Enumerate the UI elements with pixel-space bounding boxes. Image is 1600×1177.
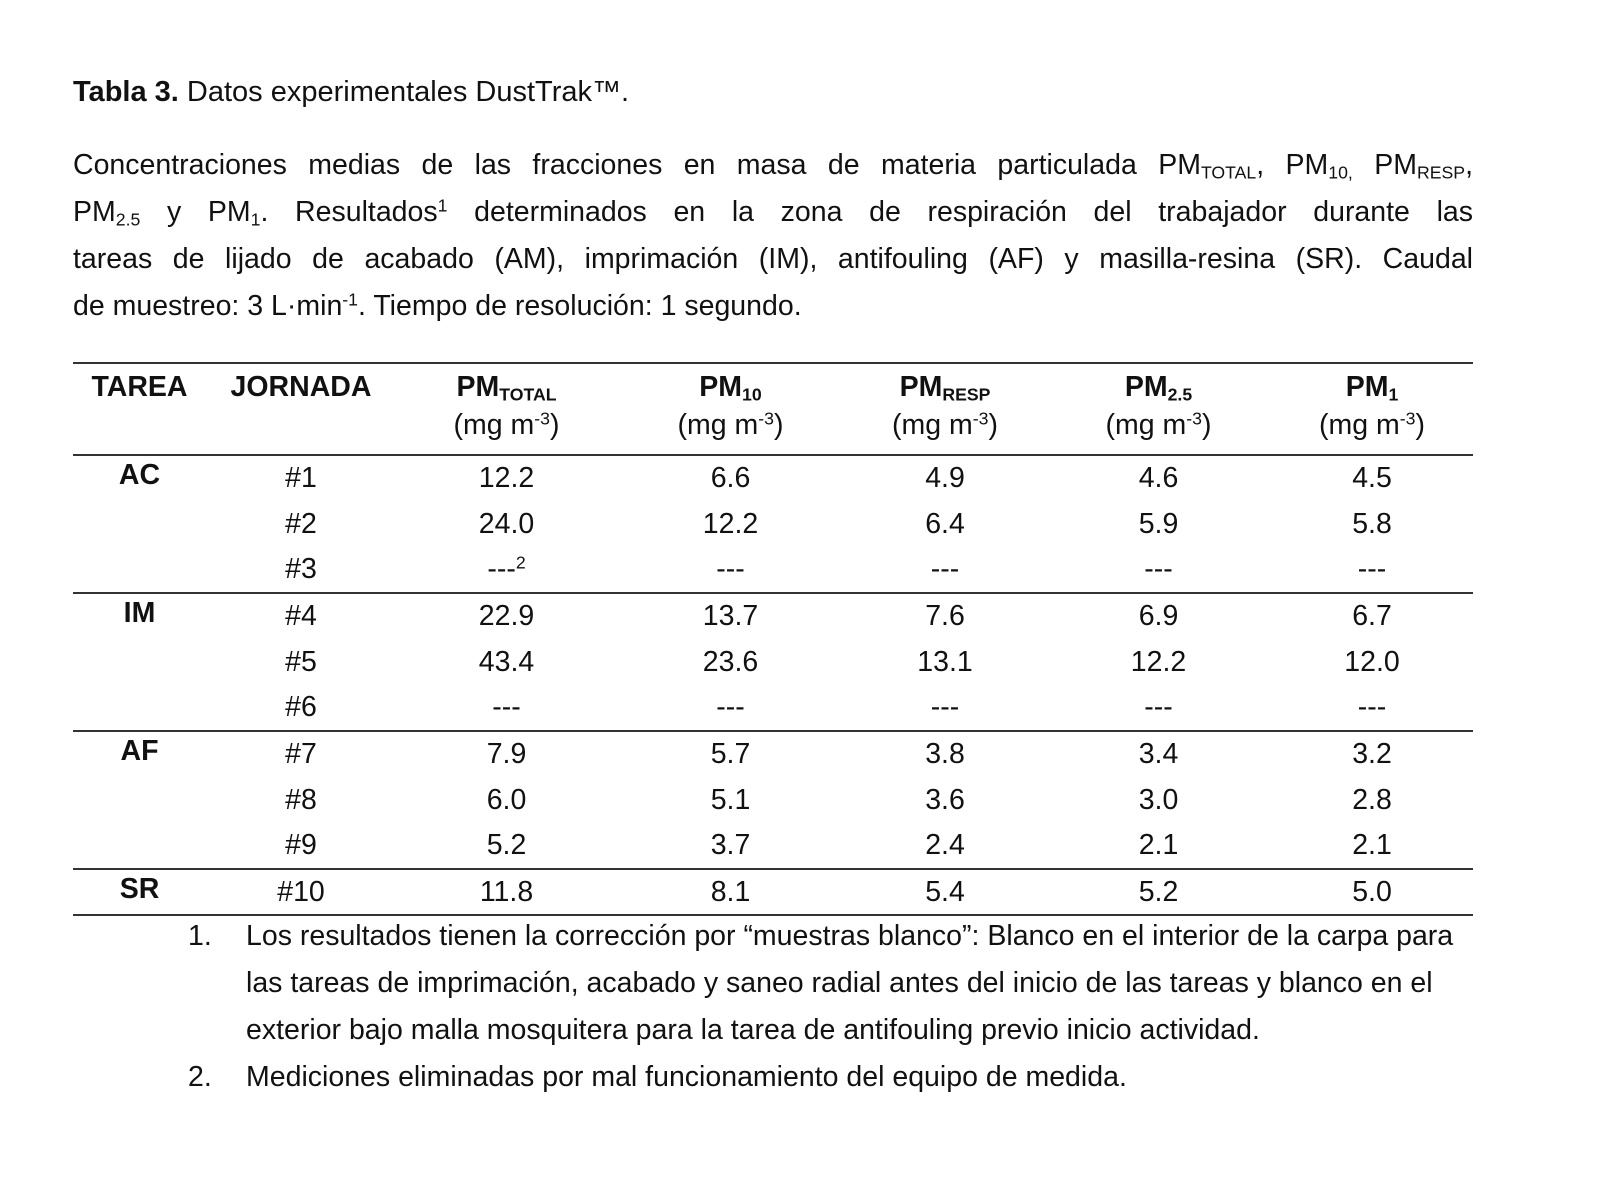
pm1-cell: --- [1357,691,1387,723]
pm1-cell: 2.8 [1352,783,1392,816]
header-jornada: JORNADA [230,371,372,403]
caption-subscript: RESP [1416,162,1466,183]
header-pm25: $PM_{2.5}$ (mg $m^{-3}$) [1105,371,1212,441]
group-sr [73,869,1473,915]
pm-resp-cell: 5.4 [925,875,965,908]
pm-resp-cell: --- [930,553,960,585]
footnote-text: Los resultados tienen la corrección por “muestras blanco”: Blanco en el interior de la carpa para las tareas de imprimación, acabado y saneo radial antes del inicio de las tareas y blanco en el exterior bajo malla mosquitera para la tarea de antifouling previo inicio actividad. [246,920,1454,1046]
pm25-cell: 4.6 [1138,462,1179,494]
pm-resp-cell: 7.6 [925,600,965,632]
pm1-cell: 4.5 [1352,462,1392,494]
jornada-cell: #3 [285,553,317,585]
pm25-cell: 6.9 [1138,600,1179,632]
pm10-cell: 6.6 [710,462,751,494]
footnote-item [188,1054,1478,1101]
pm1-cell: 3.2 [1352,738,1392,770]
pm10-cell: 5.1 [710,783,751,816]
group-ac [73,455,1473,593]
table-header [73,363,1473,455]
pm10-cell: 5.7 [710,738,751,770]
pm-total-cell: 7.9 [486,738,527,770]
pm-total-cell: 43.4 [478,645,535,678]
pm-resp-cell: --- [930,691,960,723]
caption-line-2 [73,189,1473,236]
jornada-cell: #8 [285,783,317,816]
table-row [73,869,1473,915]
pm10-cell: 23.6 [702,645,759,678]
header-tarea: TAREA [91,371,188,403]
table-row [73,593,1473,639]
pm1-cell: --- [1357,553,1387,585]
footnote-marker: 2 [515,552,526,573]
footnote-item [188,913,1478,1054]
jornada-cell: #1 [285,462,317,494]
header-pm-resp: $PM_{RESP}$ (mg $m^{-3}$) [892,371,998,441]
pm-resp-cell: 3.6 [925,783,965,816]
tarea-cell: SR [119,873,160,905]
pm10-cell: 8.1 [710,875,751,908]
pm10-cell: 12.2 [702,507,759,540]
caption-text: . Resultados [260,196,438,228]
table-row [73,685,1473,731]
footnote-number: 2. [188,1061,212,1093]
caption-text: PM [73,196,116,228]
caption-subscript: TOTAL [1200,162,1257,183]
pm1-cell: 5.0 [1352,875,1392,908]
caption-line-4 [73,283,1473,330]
caption-text: , [1465,149,1473,181]
pm-total-cell: --- [492,691,521,723]
pm25-cell: 3.0 [1138,783,1179,816]
caption-subscript: 10, [1328,162,1353,183]
table-caption [73,142,1473,330]
tarea-cell: IM [123,597,156,629]
table-row [73,823,1473,869]
pm-total-cell: 11.8 [479,875,534,908]
caption-subscript: 2.5 [115,209,141,230]
pm-resp-cell: 3.8 [925,738,965,770]
caption-text: de muestreo: 3 L·min [73,290,343,322]
caption-footnote-marker: 1 [437,195,448,216]
header-row [73,363,1473,455]
tarea-cell: AF [120,735,159,767]
table-row [73,455,1473,501]
pm10-cell: --- [716,691,745,723]
jornada-cell: #4 [285,600,317,632]
jornada-cell: #9 [285,829,317,861]
pm10-cell: 13.7 [702,600,759,632]
table-row [73,777,1473,823]
tarea-cell: AC [118,459,161,491]
pm1-cell: 6.7 [1352,600,1392,632]
jornada-cell: #7 [285,738,317,770]
pm1-cell: 2.1 [1352,829,1392,861]
data-table [73,362,1473,916]
pm25-cell: --- [1144,691,1173,723]
pm-total-cell: ---$^2$ [487,552,526,585]
pm25-cell: --- [1144,553,1173,585]
caption-line-1 [73,142,1473,189]
caption-text: determinados en la zona de respiración del trabajador durante las [447,196,1473,228]
pm25-cell: 5.2 [1138,875,1179,908]
jornada-cell: #6 [285,691,317,723]
caption-superscript: -1 [342,289,358,310]
table-title-text: Datos experimentales DustTrak™. [186,76,630,108]
pm-total-cell: 24.0 [478,507,535,540]
caption-subscript: 1 [250,209,261,230]
jornada-cell: #10 [277,875,325,908]
pm25-cell: 12.2 [1130,645,1187,678]
table-row [73,547,1473,593]
jornada-cell: #2 [285,507,317,540]
pm-resp-cell: 4.9 [925,462,965,494]
caption-text: PM [1352,149,1417,181]
group-im [73,593,1473,731]
pm10-cell: --- [716,553,745,585]
pm25-cell: 2.1 [1138,829,1179,861]
pm-total-cell: 5.2 [486,829,527,861]
caption-text: . Tiempo de resolución: 1 segundo. [358,290,802,322]
caption-text: , PM [1256,149,1329,181]
footnote-text: Mediciones eliminadas por mal funcionamiento del equipo de medida. [246,1061,1127,1093]
caption-text: y PM [140,196,251,228]
table-row [73,501,1473,547]
pm10-cell: 3.7 [710,829,751,861]
pm-resp-cell: 13.1 [917,645,973,678]
table-title-label: Tabla 3. [73,76,179,108]
footnotes [188,913,1478,1101]
pm-resp-cell: 2.4 [925,829,965,861]
pm-total-cell: 6.0 [486,783,527,816]
caption-text: Concentraciones medias de las fracciones en masa de materia particulada PM [73,149,1201,181]
pm-total-cell: 12.2 [478,462,535,494]
pm25-cell: 3.4 [1138,738,1179,770]
pm-total-cell: 22.9 [478,600,535,632]
jornada-cell: #5 [285,645,317,678]
group-af [73,731,1473,869]
header-pm10: $PM_{10}$ (mg $m^{-3}$) [677,371,784,441]
footnote-number: 1. [188,920,212,952]
header-pm1: $PM_1$ (mg $m^{-3}$) [1319,371,1425,441]
table-title [73,72,629,112]
table-row [73,639,1473,685]
pm-resp-cell: 6.4 [925,507,965,540]
pm25-cell: 5.9 [1138,507,1179,540]
caption-line-3: tareas de lijado de acabado (AM), imprimación (IM), antifouling (AF) y masilla-resina (SR). Caudal [73,243,1473,275]
header-pm-total: $PM_{TOTAL}$ (mg $m^{-3}$) [453,371,560,441]
pm1-cell: 5.8 [1352,507,1392,540]
table-row [73,731,1473,777]
pm1-cell: 12.0 [1344,645,1400,678]
